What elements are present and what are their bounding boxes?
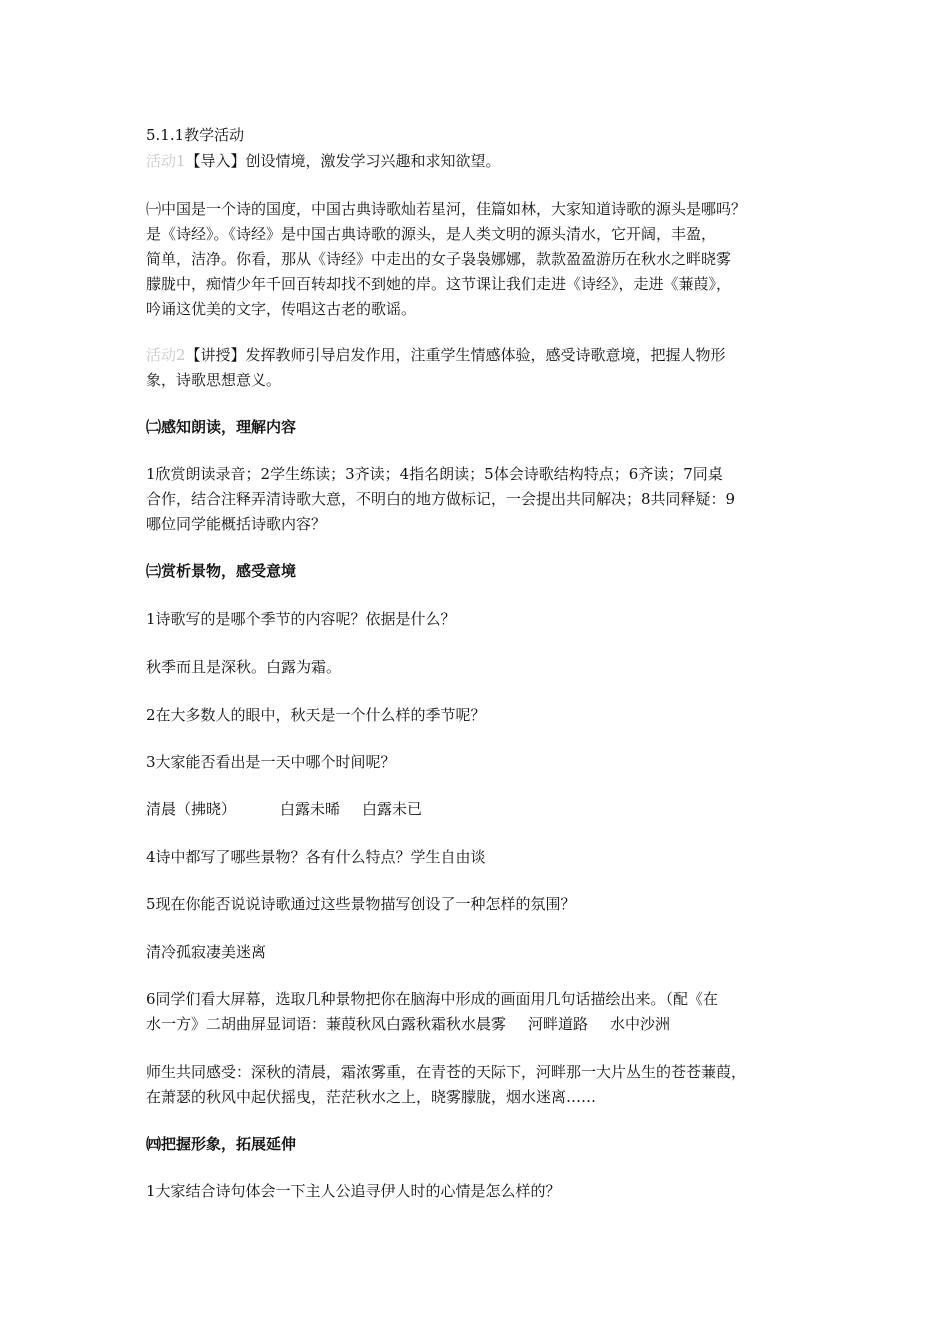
part3-answer-1: 秋季而且是深秋。白露为霜。 bbox=[146, 658, 342, 676]
part4-question-1: 1大家结合诗句体会一下主人公追寻伊人时的心情是怎么样的？ bbox=[146, 1182, 561, 1200]
activity1-title: 【导入】创设情境，激发学习兴趣和求知欲望。 bbox=[185, 152, 501, 170]
activity2-line-2: 象，诗歌思想意义。 bbox=[146, 371, 282, 389]
answer-3-dew-2: 白露未已 bbox=[362, 800, 423, 818]
part3-answer-5: 清冷孤寂凄美迷离 bbox=[146, 943, 267, 961]
answer-3-dew-1: 白露未晞 bbox=[280, 800, 341, 818]
part2-heading: ㈡感知朗读，理解内容 bbox=[146, 418, 297, 436]
q6-river-road: 河畔道路 bbox=[528, 1015, 589, 1033]
part3-question-6-line-2 bbox=[146, 1014, 670, 1034]
part3-heading: ㈢赏析景物，感受意境 bbox=[146, 562, 297, 580]
intro-line-4: 朦胧中，痴情少年千回百转却找不到她的岸。这节课让我们走进《诗经》，走进《蒹葭》， bbox=[146, 275, 732, 293]
q6-words: 水一方》二胡曲屏显词语：蒹葭秋风白露秋霜秋水晨雾 bbox=[146, 1015, 507, 1033]
activity2-title: 【讲授】发挥教师引导启发作用，注重学生情感体验，感受诗歌意境，把握人物形 bbox=[185, 346, 726, 364]
part3-answer-3 bbox=[146, 799, 422, 819]
intro-line-2: 是《诗经》。《诗经》是中国古典诗歌的源头，是人类文明的源头清水，它开阔，丰盈， bbox=[146, 225, 717, 243]
part3-question-3: 3大家能否看出是一天中哪个时间呢？ bbox=[146, 753, 396, 771]
part2-line-1: 1欣赏朗读录音；2学生练读；3齐读；4指名朗读；5体会诗歌结构特点；6齐读；7同桌 bbox=[146, 465, 723, 483]
activity2-tag: 活动2 bbox=[146, 346, 186, 364]
intro-line-5: 吟诵这优美的文字，传唱这古老的歌谣。 bbox=[146, 300, 417, 318]
activity2-line-1 bbox=[146, 345, 726, 365]
part3-feeling-line-1: 师生共同感受：深秋的清晨，霜浓雾重，在青苍的天际下，河畔那一大片丛生的苍苍蒹葭， bbox=[146, 1063, 747, 1081]
part3-question-5: 5现在你能否说说诗歌通过这些景物描写创设了一种怎样的氛围？ bbox=[146, 895, 576, 913]
section-heading: 5.1.1教学活动 bbox=[146, 126, 245, 144]
q6-sandbar: 水中沙洲 bbox=[610, 1015, 671, 1033]
part2-line-2: 合作，结合注释弄清诗歌大意，不明白的地方做标记，一会提出共同解决；8共同释疑：9 bbox=[146, 490, 736, 508]
part3-feeling-line-2: 在萧瑟的秋风中起伏摇曳，茫茫秋水之上，晓雾朦胧，烟水迷离…… bbox=[146, 1088, 597, 1106]
part3-question-4: 4诗中都写了哪些景物？各有什么特点？学生自由谈 bbox=[146, 848, 486, 866]
activity1-line bbox=[146, 151, 501, 171]
part3-question-6-line-1: 6同学们看大屏幕，选取几种景物把你在脑海中形成的画面用几句话描绘出来。（配《在 bbox=[146, 990, 719, 1008]
part2-line-3: 哪位同学能概括诗歌内容？ bbox=[146, 515, 327, 533]
answer-3-dawn: 清晨（拂晓） bbox=[146, 800, 237, 818]
part4-heading: ㈣把握形象，拓展延伸 bbox=[146, 1135, 297, 1153]
part3-question-1: 1诗歌写的是哪个季节的内容呢？依据是什么？ bbox=[146, 610, 456, 628]
activity1-tag: 活动1 bbox=[146, 152, 186, 170]
part3-question-2: 2在大多数人的眼中，秋天是一个什么样的季节呢？ bbox=[146, 706, 486, 724]
intro-line-3: 简单，洁净。你看，那从《诗经》中走出的女子袅袅娜娜，款款盈盈游历在秋水之畔晓雾 bbox=[146, 250, 732, 268]
intro-line-1: ㈠中国是一个诗的国度，中国古典诗歌灿若星河，佳篇如林，大家知道诗歌的源头是哪吗？ bbox=[146, 200, 747, 218]
